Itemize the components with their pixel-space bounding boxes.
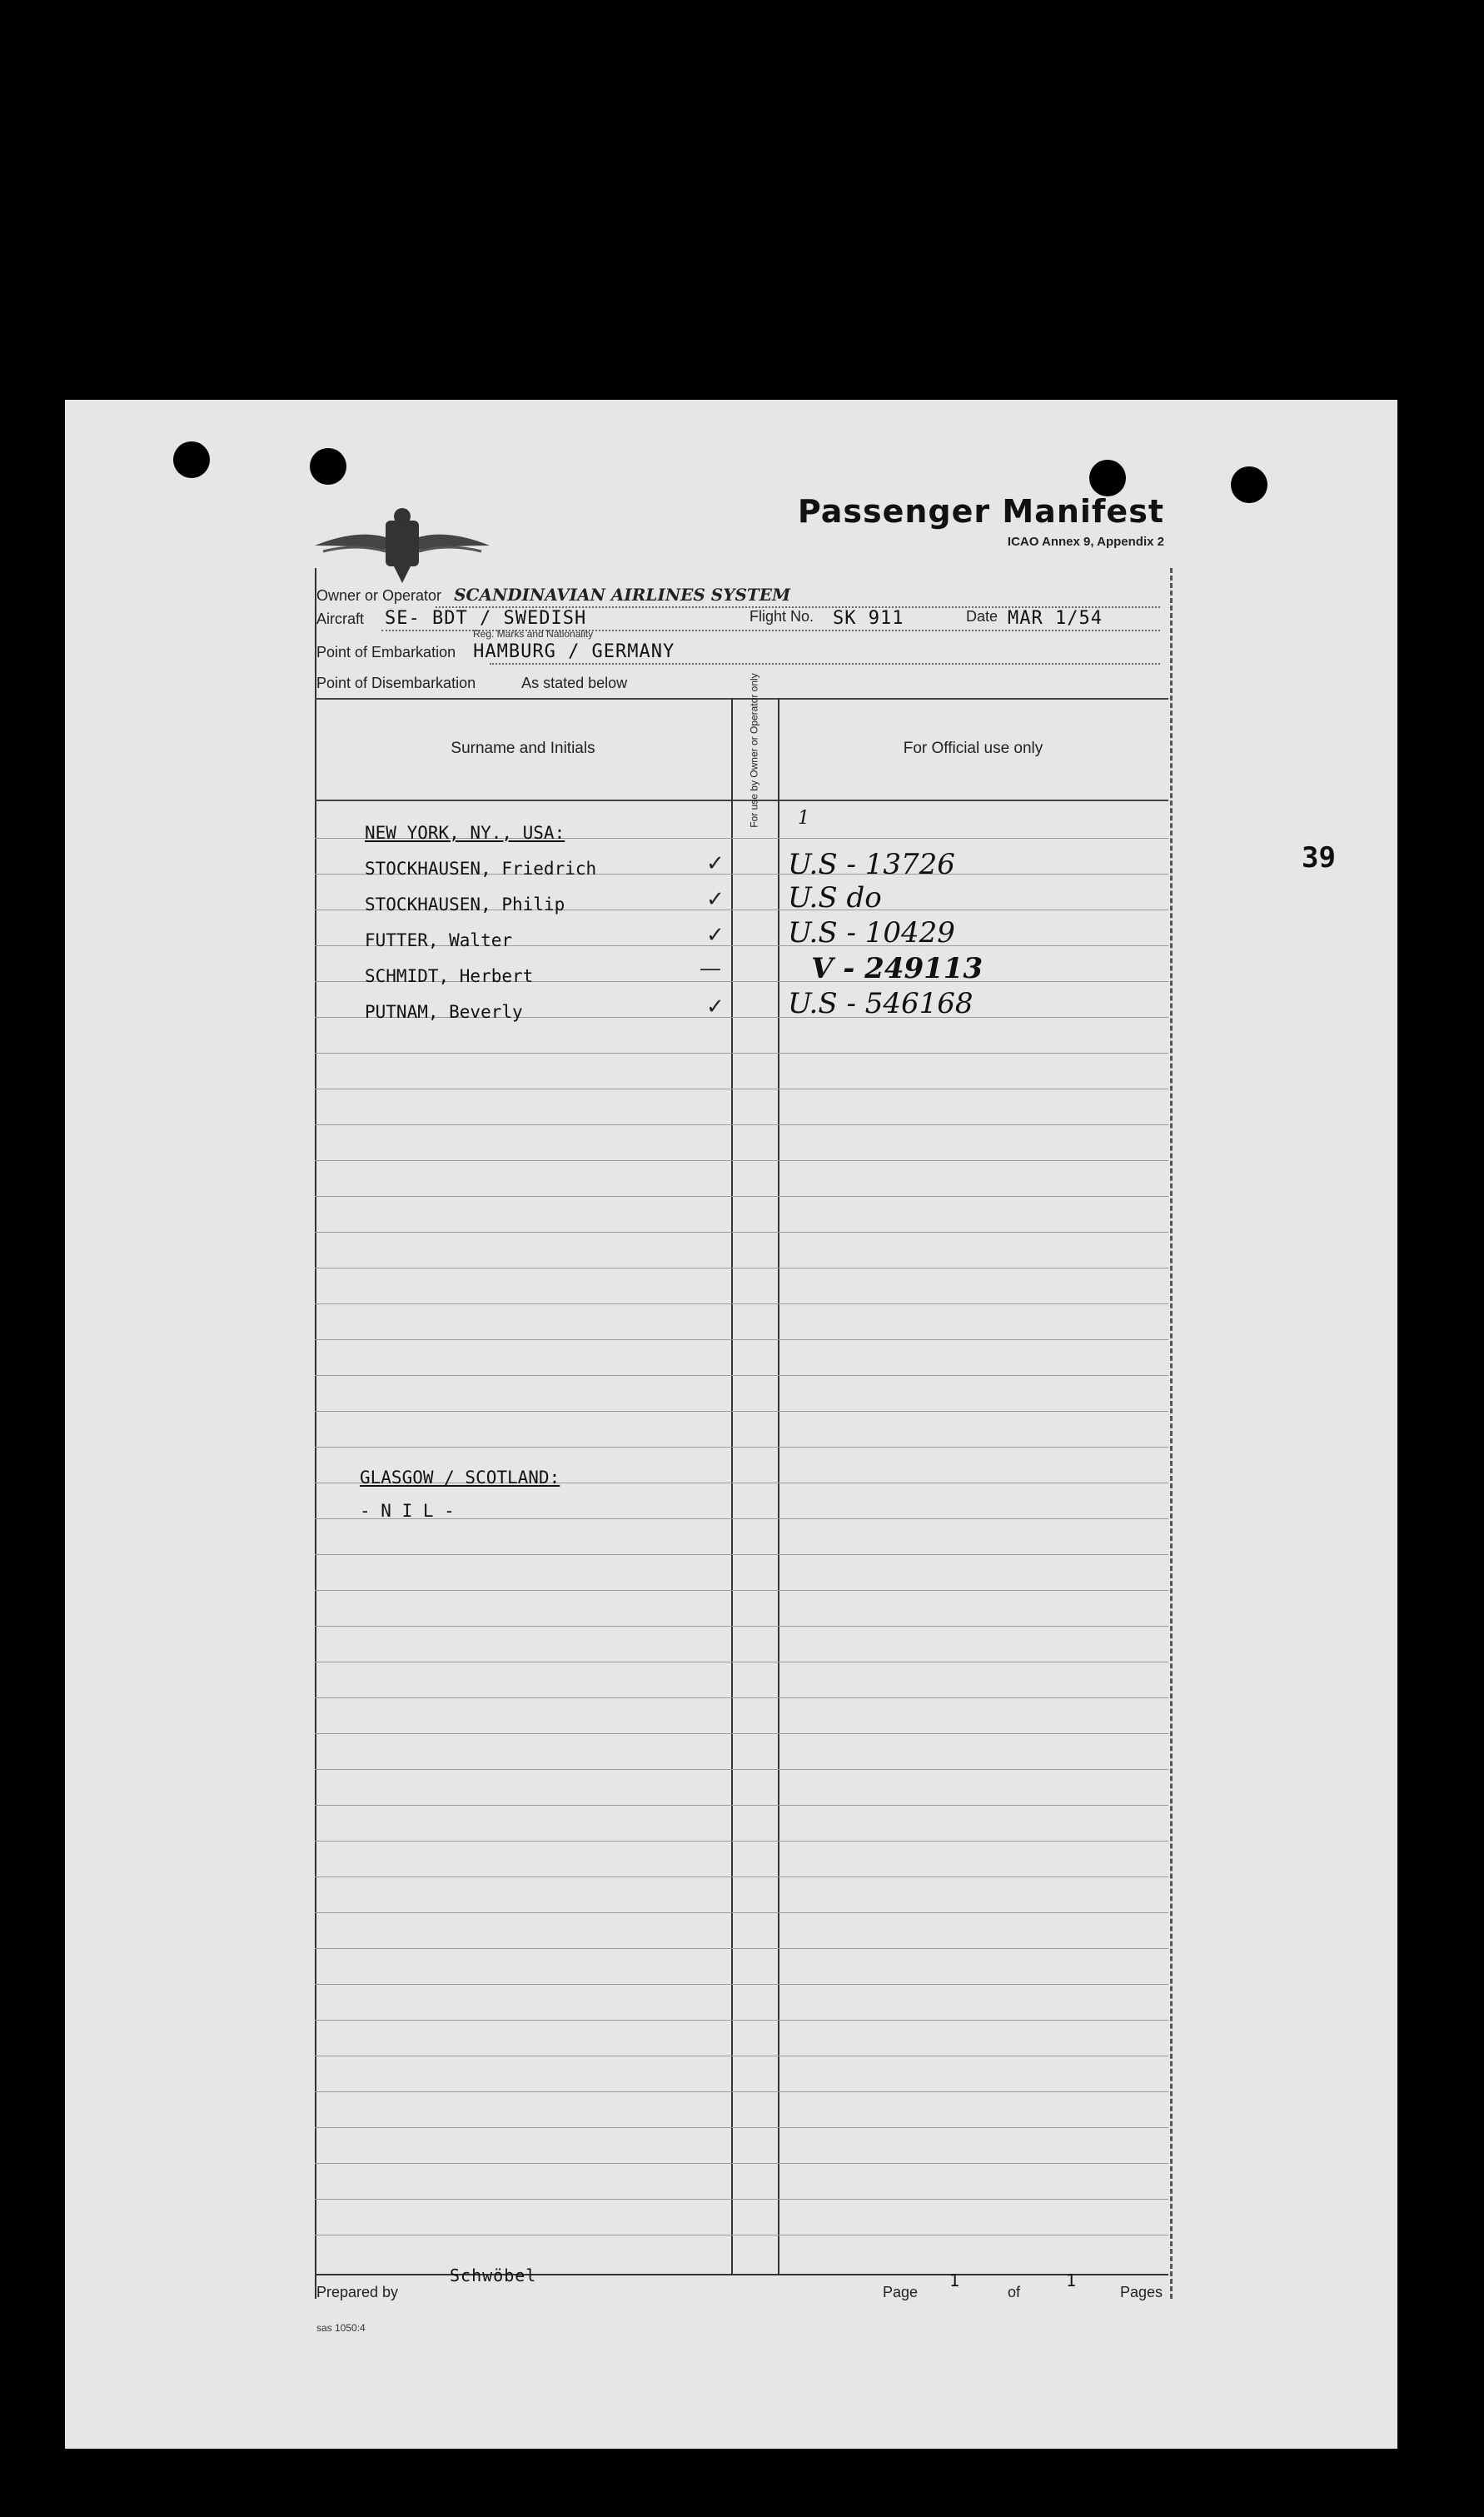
form-number: sas 1050:4 xyxy=(316,2322,366,2334)
of-label: of xyxy=(1008,2284,1021,2300)
ruled-line xyxy=(315,2127,1168,2128)
disembark-label: Point of Disembarkation xyxy=(316,675,476,691)
ruled-line xyxy=(315,1590,1168,1591)
dash-mark: — xyxy=(700,956,721,981)
aircraft-value: SE- BDT / SWEDISH xyxy=(385,608,587,629)
ruled-line xyxy=(315,1733,1168,1734)
ruled-line xyxy=(315,1912,1168,1913)
embark-value: HAMBURG / GERMANY xyxy=(473,641,675,662)
section-value: - N I L - xyxy=(360,1501,455,1521)
ruled-line xyxy=(315,1697,1168,1698)
owner-use-column-header xyxy=(731,673,778,828)
date-value: MAR 1/54 xyxy=(1008,608,1103,629)
ruled-line xyxy=(315,1196,1168,1197)
form-subtitle: ICAO Annex 9, Appendix 2 xyxy=(1007,535,1164,549)
ruled-line xyxy=(315,1375,1168,1376)
punch-hole xyxy=(310,448,346,485)
manifest-form xyxy=(315,493,1173,2334)
surname-column-header: Surname and Initials xyxy=(451,740,595,757)
ruled-line xyxy=(315,2020,1168,2021)
aircraft-label: Aircraft xyxy=(316,611,365,627)
check-mark: ✓ xyxy=(706,923,725,948)
check-mark: ✓ xyxy=(706,887,725,912)
ruled-line xyxy=(315,1303,1168,1304)
form-footer xyxy=(316,2265,1170,2305)
official-entry: U.S - 10429 xyxy=(788,916,955,949)
disembark-value: As stated below xyxy=(521,675,628,691)
ruled-line xyxy=(315,1841,1168,1842)
official-entry: U.S - 546168 xyxy=(788,987,974,1020)
flight-label: Flight No. xyxy=(749,608,814,625)
form-title: Passenger Manifest xyxy=(797,493,1164,530)
official-entry: U.S do xyxy=(788,881,882,915)
ruled-line xyxy=(315,1626,1168,1627)
passenger-name: STOCKHAUSEN, Friedrich xyxy=(365,859,597,879)
punch-hole xyxy=(1231,466,1267,503)
owner-use-header-text: For use by Owner or Operator only xyxy=(748,673,760,828)
flight-value: SK 911 xyxy=(833,608,904,629)
owner-value: SCANDINAVIAN AIRLINES SYSTEM xyxy=(454,585,791,605)
passenger-name: SCHMIDT, Herbert xyxy=(365,966,534,986)
column-divider xyxy=(778,698,779,2274)
prepared-value: Schwöbel xyxy=(450,2265,537,2285)
page-sequence-number: 39 xyxy=(1302,841,1336,875)
manifest-page xyxy=(65,400,1397,2449)
embark-dotline xyxy=(490,663,1160,665)
aircraft-note: Reg. Marks and Nationality xyxy=(473,628,594,640)
ruled-line xyxy=(315,1769,1168,1770)
ruled-line xyxy=(315,2091,1168,2092)
ruled-line xyxy=(315,1411,1168,1412)
ruled-line xyxy=(315,1805,1168,1806)
ruled-line xyxy=(315,1160,1168,1161)
official-entry: U.S - 13726 xyxy=(788,848,955,881)
section-heading: GLASGOW / SCOTLAND: xyxy=(360,1468,560,1488)
ruled-line xyxy=(315,1554,1168,1555)
ruled-line xyxy=(315,1053,1168,1054)
owner-label: Owner or Operator xyxy=(316,587,442,604)
date-label: Date xyxy=(966,608,998,625)
ruled-line xyxy=(315,1232,1168,1233)
prepared-label: Prepared by xyxy=(316,2284,399,2300)
ruled-line xyxy=(315,1984,1168,1985)
column-divider xyxy=(731,698,733,2274)
official-entry: V - 249113 xyxy=(811,952,984,985)
passenger-name: FUTTER, Walter xyxy=(365,930,513,950)
ruled-line xyxy=(315,2163,1168,2164)
ruled-line xyxy=(315,1948,1168,1949)
punch-hole xyxy=(1089,460,1126,496)
disembark-row xyxy=(316,675,1166,700)
page-label: Page xyxy=(883,2284,919,2300)
passenger-name: STOCKHAUSEN, Philip xyxy=(365,895,565,915)
pages-label: Pages xyxy=(1120,2284,1163,2300)
page-value: 1 xyxy=(949,2270,961,2290)
ruled-line xyxy=(315,2199,1168,2200)
passenger-name: PUTNAM, Beverly xyxy=(365,1002,523,1022)
ruled-line xyxy=(315,1124,1168,1125)
ruled-line xyxy=(315,1447,1168,1448)
embark-label: Point of Embarkation xyxy=(316,644,456,660)
official-entry: 1 xyxy=(798,808,809,829)
ruled-line xyxy=(315,1339,1168,1340)
punch-hole xyxy=(173,441,210,478)
of-value: 1 xyxy=(1066,2270,1078,2290)
passenger-name: NEW YORK, NY., USA: xyxy=(365,823,565,843)
official-column-header: For Official use only xyxy=(903,740,1043,757)
check-mark: ✓ xyxy=(706,851,725,876)
check-mark: ✓ xyxy=(706,994,725,1019)
